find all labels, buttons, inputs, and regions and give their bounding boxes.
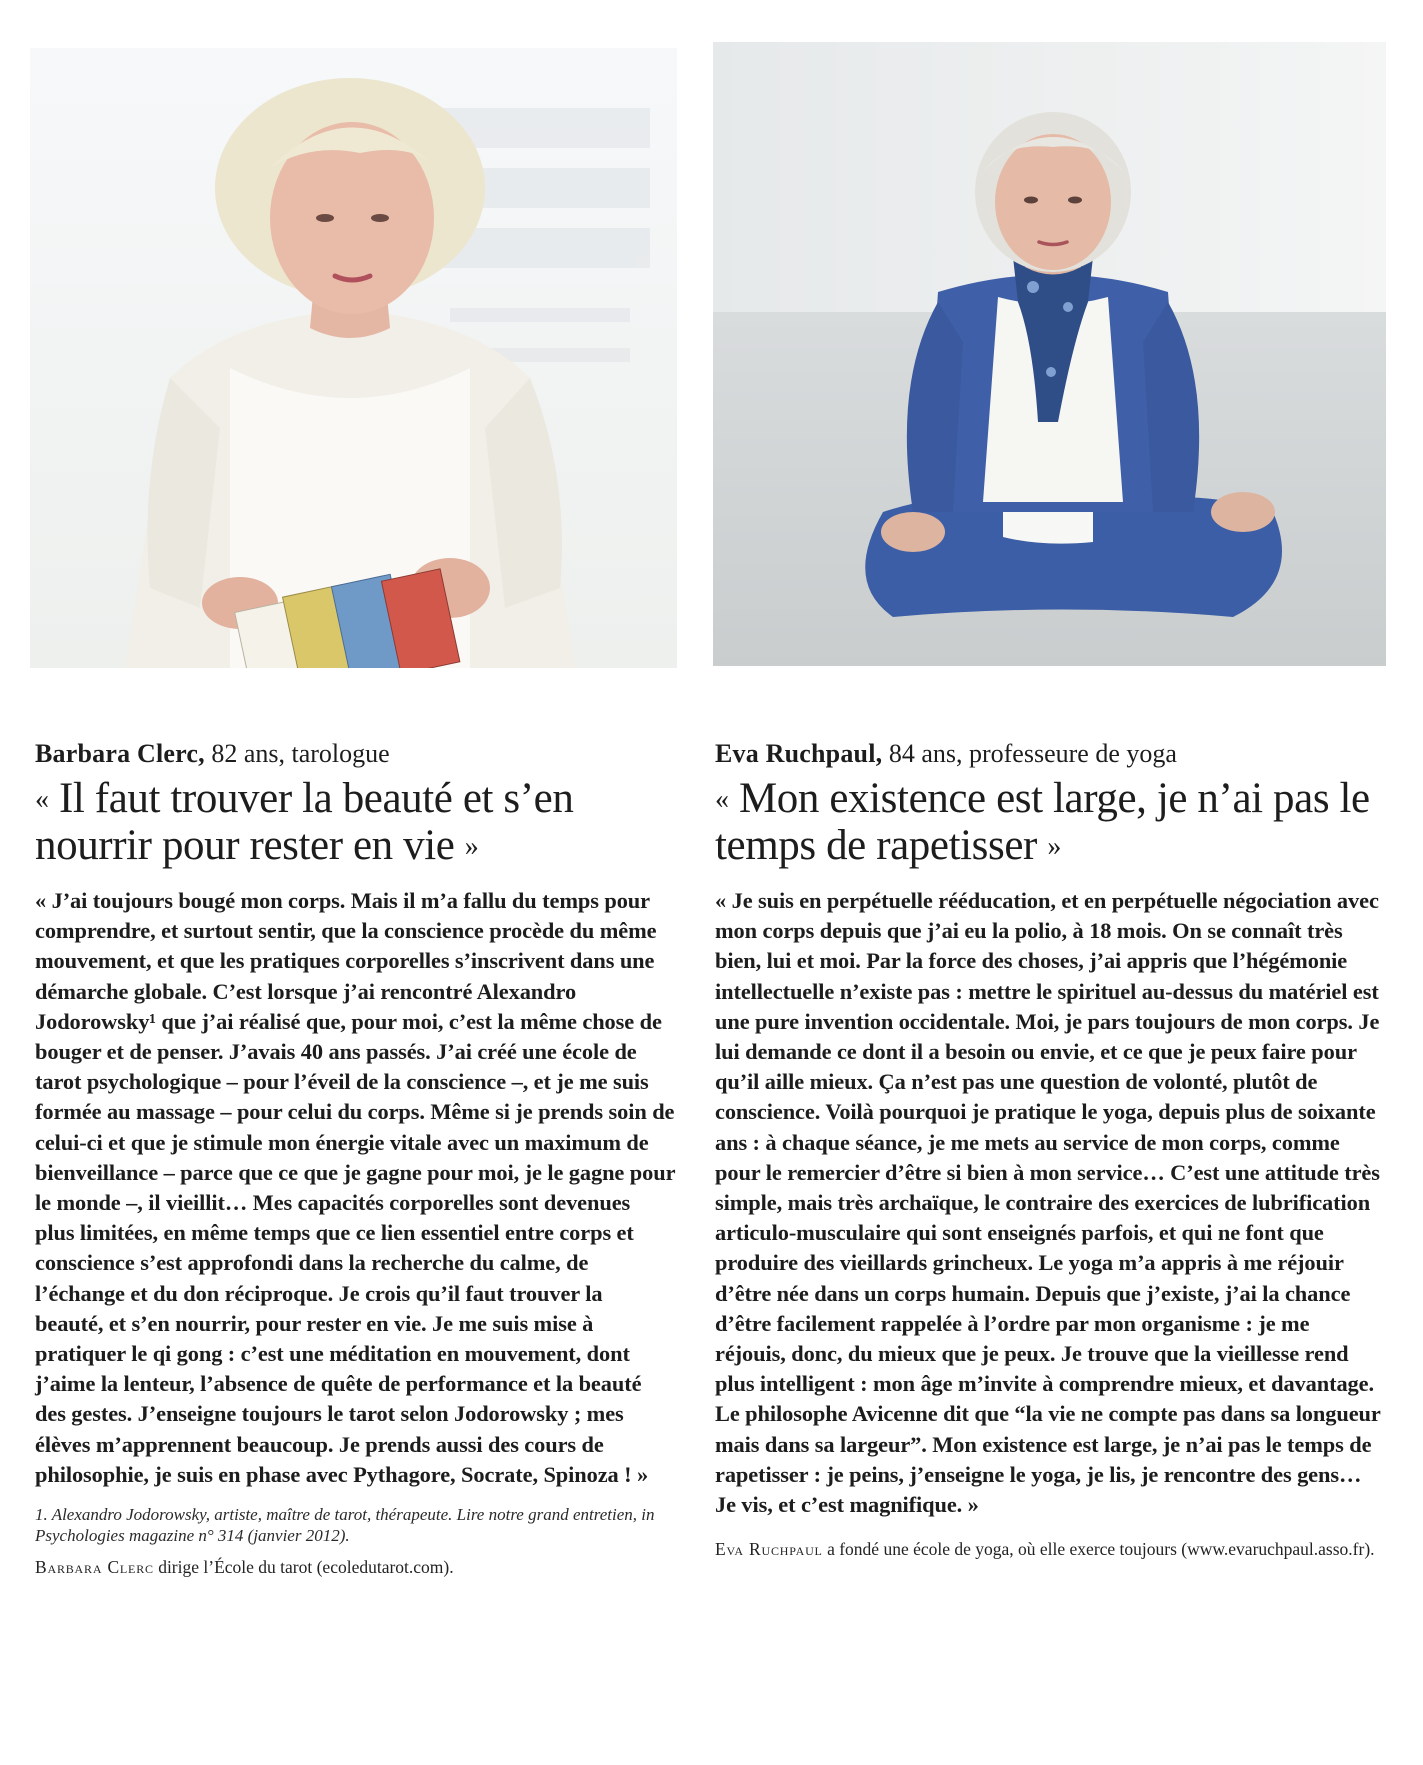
eva-ruchpaul-photo (713, 42, 1386, 666)
person-details: 82 ans, tarologue (211, 739, 390, 768)
quote-open-mark: « (715, 784, 729, 815)
headline-quote (35, 776, 675, 870)
person-name: Eva Ruchpaul, (715, 739, 883, 768)
person-name: Barbara Clerc, (35, 739, 205, 768)
credit-text: a fondé une école de yoga, où elle exerce toujours (www.evaruchpaul.asso.fr). (822, 1539, 1375, 1560)
credit-line (715, 1538, 1385, 1560)
headline-text: Mon existence est large, je n’ai pas le temps de rapetisser (715, 775, 1370, 869)
credit-name: Barbara Clerc (35, 1557, 154, 1578)
headline-text: Il faut trouver la beauté et s’en nourrir pour rester en vie (35, 775, 574, 869)
footnote: 1. Alexandro Jodorowsky, artiste, maître de tarot, thérapeute. Lire notre grand entretien, in Psychologies magazine n° 314 (janvier 2012). (35, 1505, 655, 1546)
barbara-clerc-photo (30, 48, 677, 668)
byline (35, 738, 675, 770)
byline (715, 738, 1385, 770)
eva-ruchpaul-article (715, 738, 1385, 1560)
testimony-body: « Je suis en perpétuelle rééducation, et en perpétuelle négociation avec mon corps depuis que j’ai eu la polio, à 18 mois. On se connaît très bien, lui et moi. Par la force des choses, j’ai appris que l’hégémonie intellectuelle n’existe pas : mettre le spirituel au-dessus du matériel est une pure invention occidentale. Moi, je pars toujours de mon corps. Je lui demande ce dont il a besoin ou envie, et ce que je peux faire pour qu’il aille mieux. Ça n’est pas une question de volonté, plutôt de conscience. Voilà pourquoi je pratique le yoga, depuis plus de soixante ans : à chaque séance, je me mets au service de mon corps, comme pour le remercier d’être si bien à mon service… C’est une attitude très simple, mais très archaïque, le contraire des exercices de lubrification articulo-musculaire qui sont enseignés parfois, et qui ne font que produire des vieillards grincheux. Le yoga m’a appris à me réjouir d’être née dans un corps humain. Depuis que j’existe, j’ai la chance d’être facilement rappelée à l’ordre par mon organisme : je me réjouis, donc, du mieux que je peux. Je trouve que la vieillesse rend plus intelligent : mon âge m’invite à comprendre mieux, et davantage. Le philosophe Avicenne dit que “la vie ne compte pas dans sa longueur mais dans sa largeur”. Mon existence est large, je n’ai pas le temps de rapetisser : je peins, j’enseigne le yoga, je lis, je rencontre des gens… Je vis, et c’est magnifique. » (715, 888, 1381, 1518)
headline-quote (715, 776, 1385, 870)
testimony-body: « J’ai toujours bougé mon corps. Mais il m’a fallu du temps pour comprendre, et surtout sentir, que la conscience procède du même mouvement, et que les pratiques corporelles s’inscrivent dans une démarche globale. C’est lorsque j’ai rencontré Alexandro Jodorowsky¹ que j’ai réalisé que, pour moi, c’est la même chose de bouger et de penser. J’avais 40 ans passés. J’ai créé une école de tarot psychologique – pour l’éveil de la conscience –, et je me suis formée au massage – pour celui du corps. Même si je prends soin de celui-ci et que je stimule mon énergie vitale avec un maximum de bienveillance – parce que ce que je gagne pour moi, je le gagne pour le monde –, il vieillit… Mes capacités corporelles sont devenues plus limitées, en même temps que ce lien essentiel entre corps et conscience s’est approfondi dans la recherche du calme, de l’échange et du don réciproque. Je crois qu’il faut trouver la beauté, et s’en nourrir, pour rester en vie. Je me suis mise à pratiquer le qi gong : c’est une méditation en mouvement, dont j’aime la lenteur, l’absence de quête de performance et la beauté des gestes. J’enseigne toujours le tarot selon Jodorowsky ; mes élèves m’apprennent beaucoup. Je prends aussi des cours de philosophie, je suis en phase avec Pythagore, Socrate, Spinoza ! » (35, 888, 676, 1487)
barbara-clerc-article (35, 738, 675, 1578)
quote-open-mark: « (35, 784, 49, 815)
person-details: 84 ans, professeure de yoga (888, 739, 1177, 768)
credit-text: dirige l’École du tarot (ecoledutarot.com). (153, 1557, 454, 1578)
credit-line (35, 1556, 675, 1578)
credit-name: Eva Ruchpaul (715, 1539, 823, 1560)
quote-close-mark: » (464, 831, 479, 862)
quote-close-mark: » (1047, 831, 1061, 862)
